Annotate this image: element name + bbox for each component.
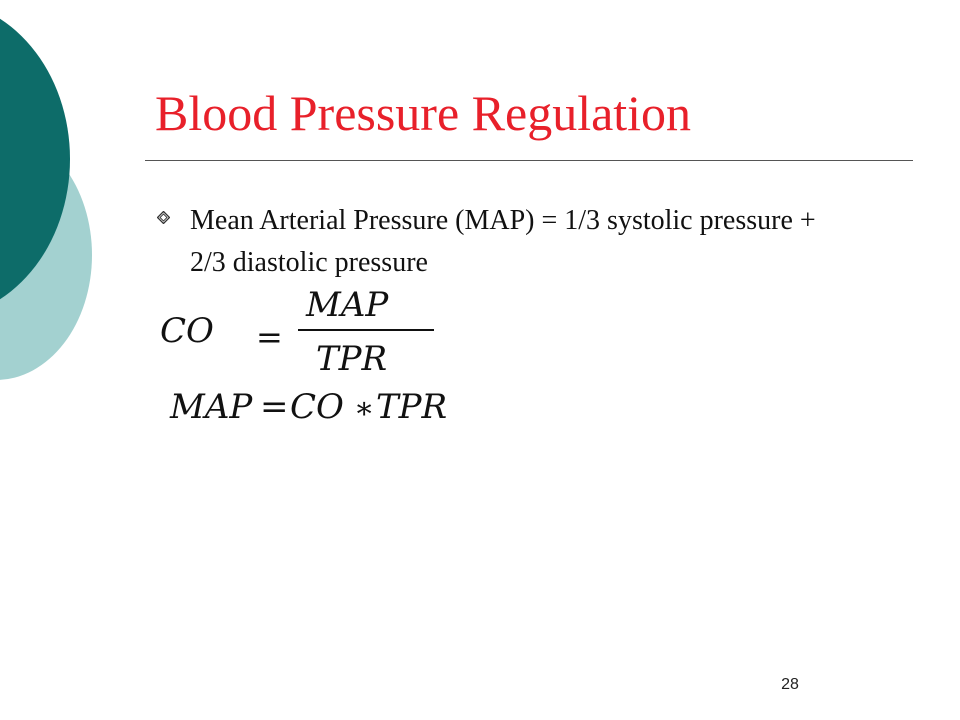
equations (150, 278, 470, 438)
equation-map-term-tpr: TPR (376, 387, 448, 427)
equation-map-term-co: CO (290, 387, 344, 427)
bullet-text-map-definition: Mean Arterial Pressure (MAP) = 1/3 systolic pressure + 2/3 diastolic pressure (190, 205, 816, 278)
equation-co-lhs: CO (160, 311, 214, 351)
equation-co-numerator: MAP (306, 285, 389, 325)
equation-map (169, 387, 447, 427)
hollow-diamond-bullet-icon (157, 211, 170, 224)
equation-co-operator: = (256, 318, 283, 356)
slide-title: Blood Pressure Regulation (155, 85, 692, 141)
equation-map-lhs: MAP (170, 387, 253, 427)
title-divider (145, 160, 913, 161)
equation-co-denominator: TPR (316, 339, 388, 379)
equation-co (160, 285, 434, 379)
equation-map-multiply: ∗ (354, 391, 375, 426)
equation-map-operator: = (260, 387, 289, 427)
slide-number: 28 (781, 676, 799, 693)
